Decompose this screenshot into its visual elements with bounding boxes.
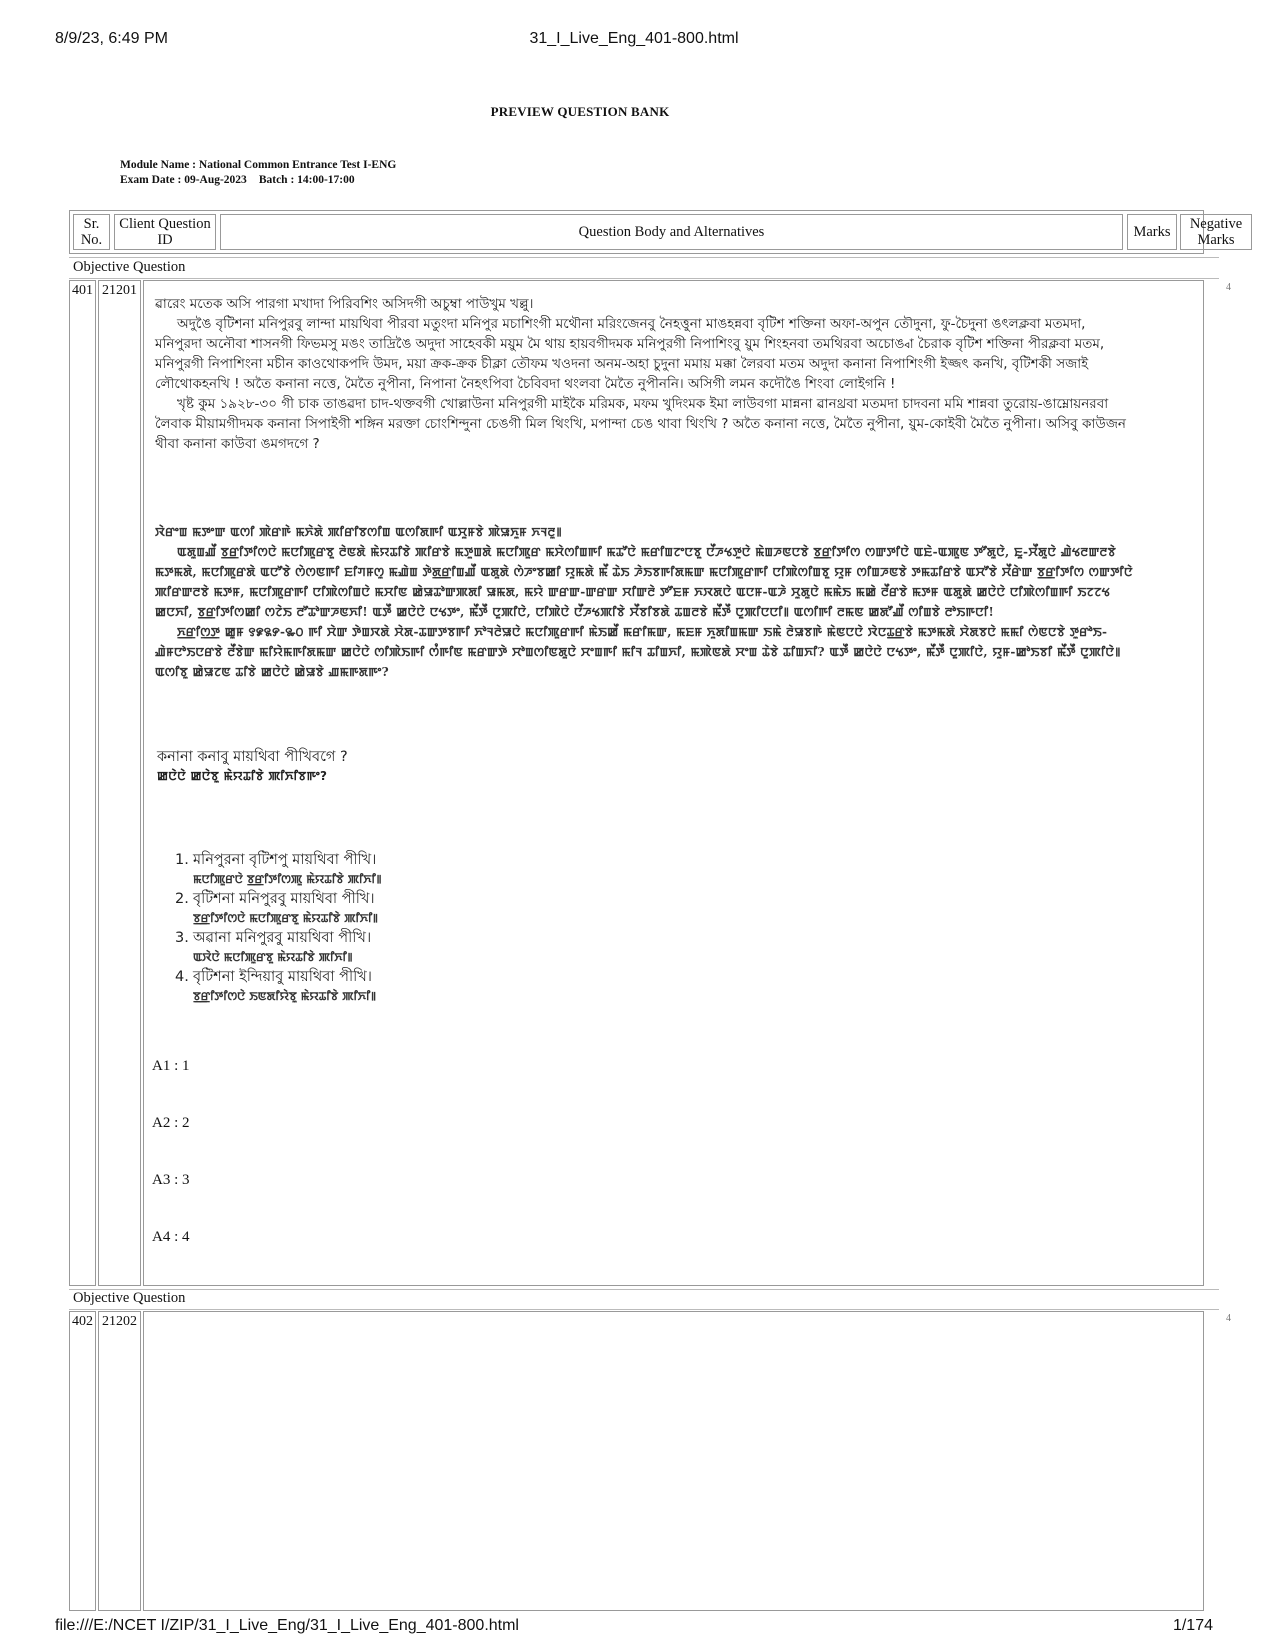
question-body-cell	[143, 1311, 1204, 1611]
passage-paragraph: খৃষ্ট কুম ১৯২৮-৩০ গী চাক তাঙৱদা চাদ-থক্তবগী খোল্লাউনা মনিপুরগী মাইকৈ মরিমক, মফম খুদিংমক ইমা লাউবগা মান্ননা ৱানথ্রবা মতমদা চাদবনা মমি শান্নবা তুরোয়-ঙাম্নোয়নরবা লৈবাক মীয়ামগীদমক কনানা সিপাইগী শঙ্গিন মরক্তা চোংশিন্দুনা চেঙগী মিল থিংখি, মপান্দা চেঙ থাবা থিংখি ? অতৈ কনানা নত্তে, মৈতৈ নুপীনা, য়ুম-কোইবী মৈতৈ নুপীনা। অসিবু কাউজন থীবা কনানা কাউবা ঙমগদগে ?	[155, 396, 1126, 452]
header-client-question-id: Client Question ID	[114, 214, 216, 250]
module-info	[120, 158, 396, 188]
module-name: Module Name : National Common Entrance Test I-ENG	[120, 159, 397, 171]
options-list	[175, 850, 775, 1006]
print-header	[55, 30, 1213, 50]
option-item: 3. অৱানা মনিপুরবু মায়থিবা পীখি।	[175, 930, 372, 946]
passage-paragraph: অদুঙৈ বৃটিশনা মনিপুরবু লান্দা মায়থিবা পীরবা মতুংদা মনিপুর মচাশিংগী মথৌনা মরিংজেনবু নৈহত্তুনা মাঙহন্নবা বৃটিশ শক্তিনা অফা-অপুন তৌদুনা, ফু-চৈদুনা ঙৎলক্লবা মতমদা, মনিপুরদা অনৌবা শাসনগী ফিভমসু মঙং তাদ্রিঙৈ অদুদা সাহেবকী ময়ুম মৈ থায় হায়বগীদমক মনিপুরগী নিপাশিংবু য়ুম শিংহনবা তমথিরবা অচোঙ্বা চৈরাক বৃটিশ শক্তিনা পীরক্লবা মতম, মনিপুরগী নিপাশিংনা মচীন কাওথোকপদি উমদ, ময়া ক্রক-ক্রক চীক্লা তৌফম খওদনা অনম-অহা চুদুনা মমায় মক্কা লৈরবা মতম অদুদা কনানা নিপাশিংগী ইজ্জৎ কনখি, বৃটিশকী সজাই লৌথোকহনখি ! অতৈ কনানা নত্তে, মৈতৈ নুপীনা, নিপানা নৈহৎপিবা চৈবিবদা থংলবা মৈতৈ নুপীননি। অসিগী লমন কদৌঙৈ শিংবা লোইগনি !	[155, 316, 1105, 392]
option-meetei: ꯑꯋꯥꯅꯥ ꯃꯅꯤꯄꯨꯔꯕꯨ ꯃꯥꯌꯊꯤꯕꯥ ꯄꯤꯈꯤ꯫	[193, 950, 353, 964]
question-text-meetei: ꯀꯅꯥꯅꯥ ꯀꯅꯥꯕꯨ ꯃꯥꯌꯊꯤꯕꯥ ꯄꯤꯈꯤꯕꯒꯦ?	[157, 769, 328, 783]
passage-paragraph: ꯋꯥꯔꯦꯡ ꯃꯇꯦꯛ ꯑꯁꯤ ꯄꯥꯔꯒꯥ ꯃꯈꯥꯗꯥ ꯄꯤꯔꯤꯕꯁꯤꯡ ꯑꯁꯤꯗꯒꯤ ꯑꯆꯨꯝꯕꯥ ꯄꯥꯎꯈꯨꯝ ꯈꯜꯂꯨ꯫	[155, 525, 562, 539]
header-negative-marks: Negative Marks	[1180, 214, 1252, 250]
divider	[69, 257, 1219, 258]
passage-paragraph: ꯈ꯭ꯔꯤꯁ꯭ꯇ ꯀꯨꯝ ꯱꯹꯲꯸-꯳꯰ ꯒꯤ ꯆꯥꯛ ꯇꯥꯡꯋꯗꯥ ꯆꯥꯗ-ꯊꯛꯇꯕꯒꯤ ꯈꯣꯜꯂꯥꯎꯅꯥ ꯃꯅꯤꯄꯨꯔꯒꯤ ꯃꯥꯏꯀꯩ ꯃꯔꯤꯃꯛ, ꯃꯐꯝ ꯈꯨꯗꯤꯡꯃꯛ ꯏꯃꯥ ꯂꯥꯎꯕꯒꯥ ꯃꯥꯟꯅꯅꯥ ꯋꯥꯅꯊ꯭ꯔꯕꯥ ꯃꯇꯃꯗꯥ ꯆꯥꯗꯕꯅꯥ ꯃꯃꯤ ꯁꯥꯟꯅꯕꯥ ꯇꯨꯔꯣꯏ-ꯉꯥꯝꯅꯣꯏꯅꯔꯕꯥ ꯂꯩꯕꯥꯛ ꯃꯤꯌꯥꯃꯒꯤꯗꯃꯛ ꯀꯅꯥꯅꯥ ꯁꯤꯄꯥꯏꯒꯤ ꯁꯪꯒꯤꯟ ꯃꯔꯛꯇꯥ ꯆꯣꯡꯁꯤꯟꯗꯨꯅꯥ ꯆꯦꯡꯒꯤ ꯃꯤꯜ ꯊꯤꯡꯈꯤ, ꯃꯄꯥꯟꯗꯥ ꯆꯦꯡ ꯊꯥꯕꯥ ꯊꯤꯡꯈꯤ? ꯑꯇꯩ ꯀꯅꯥꯅꯥ ꯅꯠꯇꯦ, ꯃꯩꯇꯩ ꯅꯨꯄꯤꯅꯥ, ꯌꯨꯝ-ꯀꯣꯏꯕꯤ ꯃꯩꯇꯩ ꯅꯨꯄꯤꯅꯥ꯫ ꯑꯁꯤꯕꯨ ꯀꯥꯎꯖꯟ ꯊꯤꯕꯥ ꯀꯅꯥꯅꯥ ꯀꯥꯎꯕꯥ ꯉꯃꯒꯗꯒꯦ?	[155, 625, 1121, 679]
header-sr-no: Sr. No.	[73, 214, 110, 250]
divider	[69, 1309, 1219, 1310]
option-meetei: ꯕ꯭ꯔꯤꯇꯤꯁꯅꯥ ꯏꯟꯗꯤꯌꯥꯕꯨ ꯃꯥꯌꯊꯤꯕꯥ ꯄꯤꯈꯤ꯫	[193, 989, 377, 1003]
passage-paragraph: ꯑꯗꯨꯡꯉꯩ ꯕ꯭ꯔꯤꯇꯤꯁꯅꯥ ꯃꯅꯤꯄꯨꯔꯕꯨ ꯂꯥꯟꯗꯥ ꯃꯥꯌꯊꯤꯕꯥ ꯄꯤꯔꯕꯥ ꯃꯇꯨꯡꯗꯥ ꯃꯅꯤꯄꯨꯔ ꯃꯆꯥꯁꯤꯡꯒꯤ ꯃꯊꯧꯅꯥ ꯃꯔꯤꯡꯖꯦꯅꯕꯨ ꯅꯩꯍꯠꯇꯨꯅꯥ ꯃꯥꯡꯍꯟꯅꯕꯥ ꯕ꯭ꯔꯤꯇꯤꯁ ꯁꯛꯇꯤꯅꯥ ꯑꯐꯥ-ꯑꯄꯨꯟ ꯇꯧꯗꯨꯅꯥ, ꯐꯨ-ꯆꯩꯗꯨꯅꯥ ꯉꯥꯠꯂꯛꯂꯕꯥ ꯃꯇꯃꯗꯥ, ꯃꯅꯤꯄꯨꯔꯗꯥ ꯑꯅꯧꯕꯥ ꯁꯥꯁꯟꯒꯤ ꯐꯤꯚꯝꯁꯨ ꯃꯉꯥꯡ ꯇꯥꯗ꯭ꯔꯤꯡꯉꯩ ꯑꯗꯨꯗꯥ ꯁꯥꯍꯦꯕꯀꯤ ꯌꯨꯃꯗꯥ ꯃꯩ ꯊꯥꯏ ꯍꯥꯏꯕꯒꯤꯗꯃꯛ ꯃꯅꯤꯄꯨꯔꯒꯤ ꯅꯤꯄꯥꯁꯤꯡꯕꯨ ꯌꯨꯝ ꯁꯤꯡꯍꯟꯕꯥ ꯇꯃꯊꯤꯔꯕꯥ ꯑꯆꯧꯕꯥ ꯆꯩꯔꯥꯛ ꯕ꯭ꯔꯤꯇꯤꯁ ꯁꯛꯇꯤꯅꯥ ꯄꯤꯔꯛꯂꯕꯥ ꯃꯇꯝ, ꯃꯅꯤꯄꯨꯔꯒꯤ ꯅꯤꯄꯥꯁꯤꯡꯅꯥ ꯃꯆꯤꯟ ꯀꯥꯎꯊꯣꯛꯄꯗꯤ ꯎꯃꯗ, ꯃꯌꯥ ꯛꯔꯛ-ꯛꯔꯛ ꯆꯤꯛꯂꯥ ꯇꯧꯐꯝ ꯈꯋꯗꯅꯥ ꯑꯅꯝ-ꯑꯍꯥ ꯆꯨꯗꯨꯅꯥ ꯃꯃꯥꯏ ꯃꯀꯥ ꯂꯩꯔꯕꯥ ꯃꯇꯝ ꯑꯗꯨꯗꯥ ꯀꯅꯥꯅꯥ ꯅꯤꯄꯥꯁꯤꯡꯒꯤ ꯏꯖꯖꯠ ꯀꯅꯈꯤ, ꯕ꯭ꯔꯤꯇꯤꯁꯀꯤ ꯁꯖꯥꯏ ꯂꯧꯊꯣꯛꯍꯟꯈꯤ! ꯑꯇꯩ ꯀꯅꯥꯅꯥ ꯅꯠꯇꯦ, ꯃꯩꯇꯩ ꯅꯨꯄꯤꯅꯥ, ꯅꯤꯄꯥꯅꯥ ꯅꯩꯍꯠꯄꯤꯕꯥ ꯆꯩꯕꯤꯕꯗꯥ ꯊꯡꯂꯕꯥ ꯃꯩꯇꯩ ꯅꯨꯄꯤꯅꯅꯤ꯫ ꯑꯁꯤꯒꯤ ꯂꯃꯟ ꯀꯗꯧꯉꯩ ꯁꯤꯡꯕꯥ ꯂꯣꯏꯒꯅꯤ!	[155, 545, 1133, 619]
print-filename: 31_I_Live_Eng_401-800.html	[529, 30, 739, 47]
passage-meetei-mayek	[155, 522, 1135, 682]
print-datetime: 8/9/23, 6:49 PM	[55, 30, 168, 47]
answer-key: A4 : 4	[152, 1229, 190, 1245]
answer-key: A2 : 2	[152, 1115, 190, 1131]
client-id-cell: 21202	[98, 1311, 141, 1611]
section-label: Objective Question	[73, 1290, 186, 1306]
option-item: 1. মনিপুরনা বৃটিশপু মায়থিবা পীখি।	[175, 852, 377, 868]
print-footer	[55, 1617, 1213, 1637]
answer-key: A1 : 1	[152, 1058, 190, 1074]
divider	[69, 278, 1219, 279]
option-meetei: ꯃꯅꯤꯄꯨꯔꯅꯥ ꯕ꯭ꯔꯤꯇꯤꯁꯄꯨ ꯃꯥꯌꯊꯤꯕꯥ ꯄꯤꯈꯤ꯫	[193, 872, 382, 886]
header-question-body: Question Body and Alternatives	[220, 214, 1123, 250]
header-marks: Marks	[1127, 214, 1177, 250]
print-page-number: 1/174	[1172, 1617, 1213, 1634]
document-title: PREVIEW QUESTION BANK	[490, 104, 670, 119]
option-meetei: ꯕ꯭ꯔꯤꯇꯤꯁꯅꯥ ꯃꯅꯤꯄꯨꯔꯕꯨ ꯃꯥꯌꯊꯤꯕꯥ ꯄꯤꯈꯤ꯫	[193, 911, 379, 925]
table-header-row	[69, 210, 1243, 254]
exam-date: Exam Date : 09-Aug-2023	[120, 174, 247, 186]
divider	[69, 1289, 1219, 1290]
option-item: 4. বৃটিশনা ইন্দিয়াবু মায়থিবা পীখি।	[175, 969, 372, 985]
client-id-cell: 21201	[98, 280, 141, 1286]
sr-no-cell: 402	[69, 1311, 96, 1611]
section-label: Objective Question	[73, 259, 186, 275]
answer-key: A3 : 3	[152, 1172, 190, 1188]
passage-bengali	[155, 294, 1135, 454]
batch: Batch : 14:00-17:00	[258, 174, 355, 186]
question-text: কনানা কনাবু মায়থিবা পীখিবগে ?	[157, 749, 348, 765]
sr-no-cell: 401	[69, 280, 96, 1286]
option-item: 2. বৃটিশনা মনিপুরবু মায়থিবা পীখি।	[175, 891, 375, 907]
passage-paragraph: ৱারেং মতেক অসি পারগা মখাদা পিরিবশিং অসিদগী অচুম্বা পাউখুম খল্লু।	[155, 296, 534, 312]
print-file-path: file:///E:/NCET I/ZIP/31_I_Live_Eng/31_I_Live_Eng_401-800.html	[55, 1617, 519, 1634]
